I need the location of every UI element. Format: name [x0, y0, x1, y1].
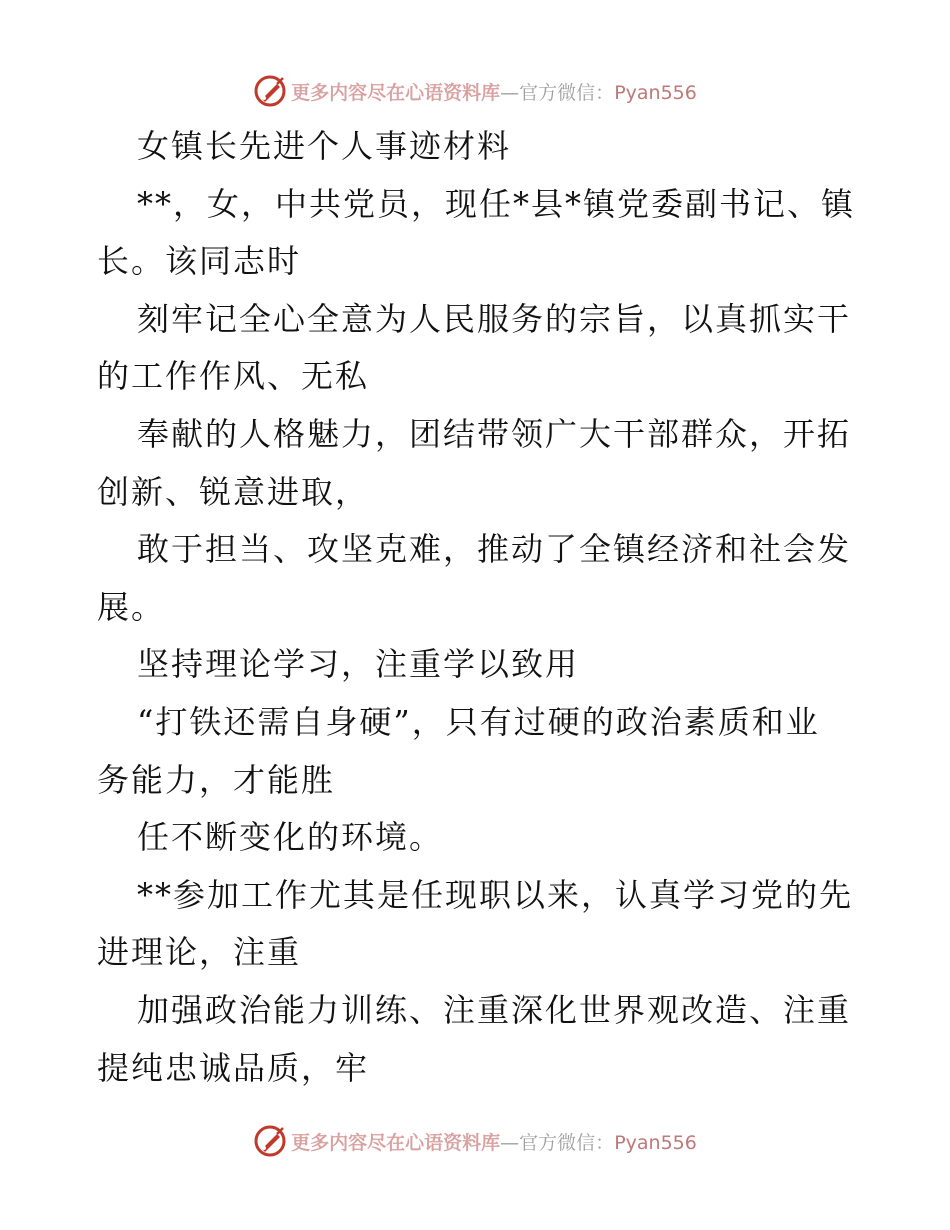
footer-wechat-id: Pyan556 [614, 1131, 697, 1154]
document-line: 创新、锐意进取， [97, 472, 370, 511]
document-line: “打铁还需自身硬”，只有过硬的政治素质和业 [137, 702, 820, 741]
header-banner-text [291, 78, 697, 105]
footer-brand-text: 更多内容尽在心语资料库 [291, 1131, 501, 1154]
document-line: 的工作作风、无私 [97, 357, 370, 396]
document-line: **参加工作尤其是任现职以来，认真学习党的先 [137, 875, 854, 914]
document-line: 敢于担当、攻坚克难，推动了全镇经济和社会发 [137, 530, 852, 569]
header-banner [0, 71, 950, 111]
document-line: 长。该同志时 [97, 242, 302, 281]
footer-banner [0, 1121, 950, 1161]
document-line: 坚持理论学习，注重学以致用 [137, 645, 580, 684]
document-line: 加强政治能力训练、注重深化世界观改造、注重 [137, 990, 852, 1029]
document-line: 任不断变化的环境。 [137, 818, 444, 857]
document-body [97, 118, 857, 1097]
document-line: 展。 [97, 587, 166, 626]
document-line: **，女，中共党员，现任*县*镇党委副书记、镇 [137, 184, 856, 223]
header-brand-text: 更多内容尽在心语资料库 [291, 81, 501, 104]
document-line: 务能力，才能胜 [97, 760, 336, 799]
quill-logo-icon [253, 1124, 287, 1158]
header-wechat-id: Pyan556 [614, 81, 697, 104]
footer-banner-text [291, 1128, 697, 1155]
header-official-text: —官方微信： [500, 81, 615, 104]
document-line: 提纯忠诚品质，牢 [97, 1048, 370, 1087]
document-line: 女镇长先进个人事迹材料 [137, 127, 512, 165]
quill-logo-icon [253, 74, 287, 108]
document-line: 刻牢记全心全意为人民服务的宗旨，以真抓实干 [137, 299, 852, 338]
document-line: 奉献的人格魅力，团结带领广大干部群众，开拓 [137, 414, 852, 453]
footer-official-text: —官方微信： [500, 1131, 615, 1154]
document-line: 进理论，注重 [97, 933, 302, 972]
